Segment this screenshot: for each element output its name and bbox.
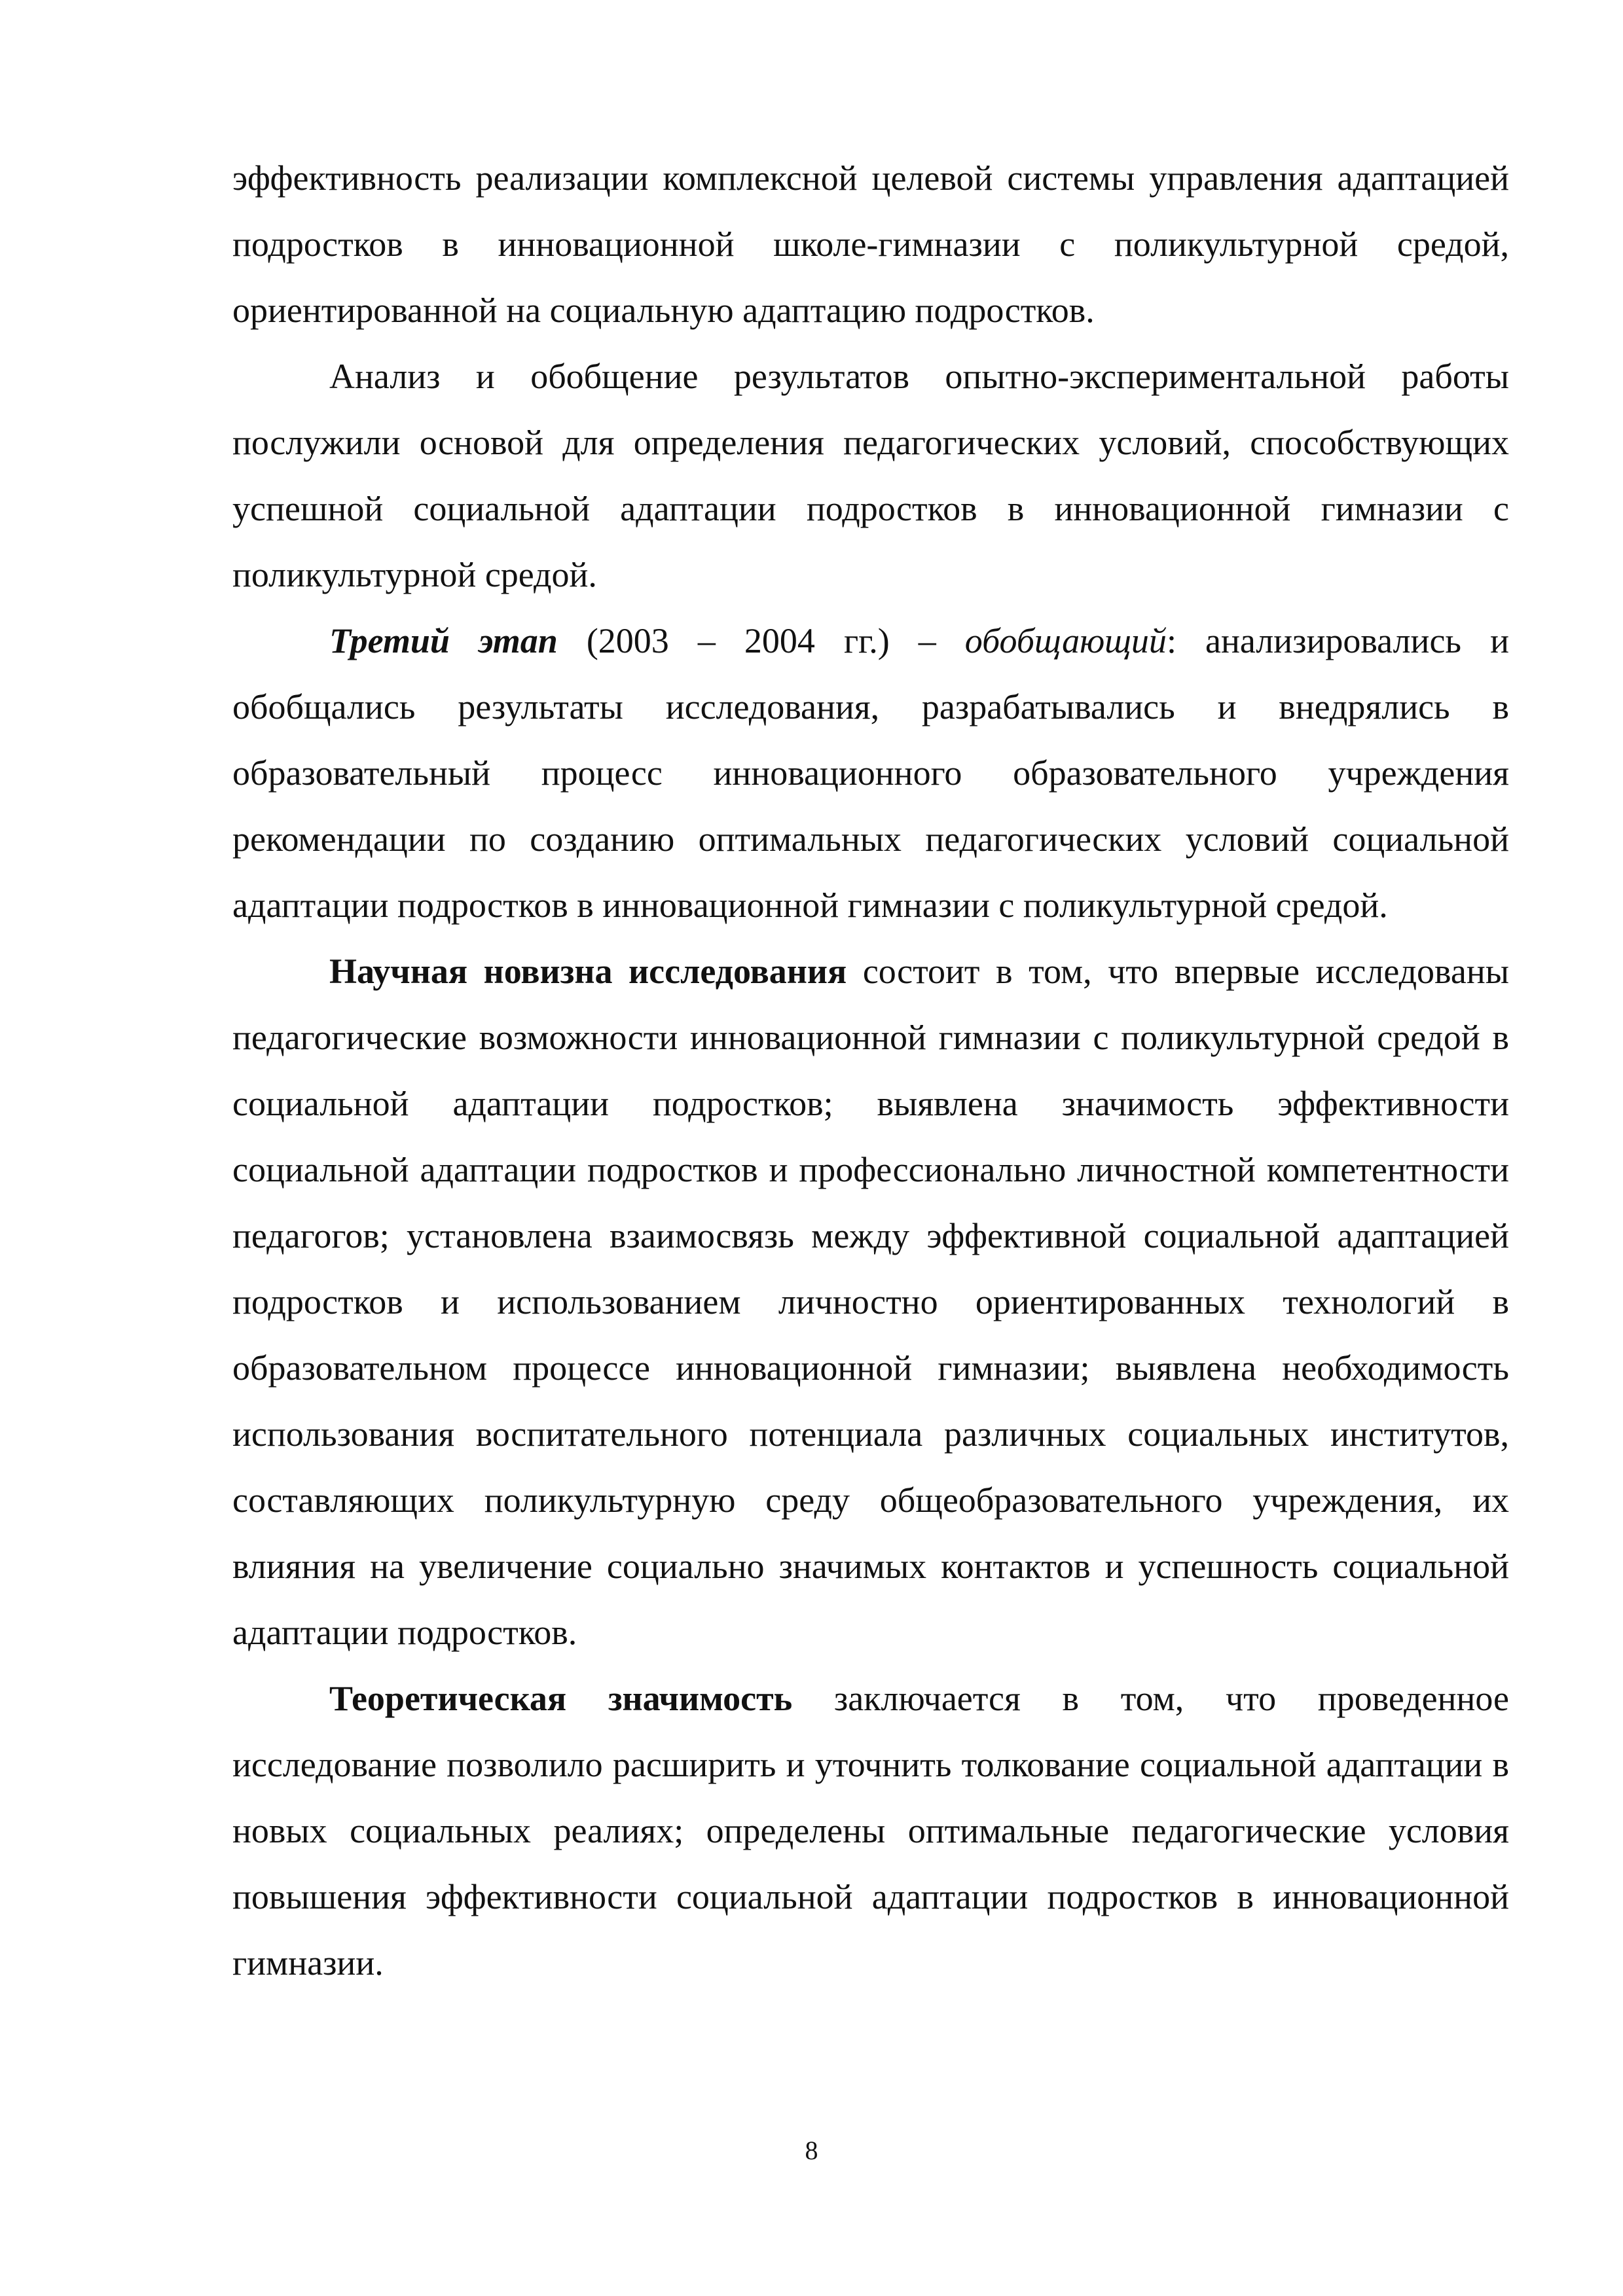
paragraph-continuation: эффективность реализации комплексной целевой системы управления адаптацией подростков в инновационной школе-гимназии с поликультурной средой, ориентированной на социальную адаптацию подростков. <box>232 158 1509 330</box>
theoretical-significance-heading: Теоретическая значимость <box>329 1679 793 1718</box>
scientific-novelty-heading: Научная новизна исследования <box>329 952 847 991</box>
third-stage-heading: Третий этап <box>329 621 558 660</box>
third-stage-dates: (2003 – 2004 гг.) – <box>557 621 965 660</box>
document-body <box>232 145 1509 1996</box>
paragraph-analysis: Анализ и обобщение результатов опытно-экспериментальной работы послужили основой для определения педагогических условий, способствующих успешной социальной адаптации подростков в инновационной гимназии с поликультурной средой. <box>232 357 1509 594</box>
scientific-novelty-text: состоит в том, что впервые исследованы педагогические возможности инновационной гимназии с поликультурной средой в социальной адаптации подростков; выявлена значимость эффективности социальной адаптации подростков и профессионально личностной компетентности педагогов; установлена взаимосвязь между эффективной социальной адаптацией подростков и использованием личностно ориентированных технологий в образовательном процессе инновационной гимназии; выявлена необходимость использования воспитательного потенциала различных социальных институтов, составляющих поликультурную среду общеобразовательного учреждения, их влияния на увеличение социально значимых контактов и успешность социальной адаптации подростков. <box>232 952 1509 1652</box>
theoretical-significance-text: заключается в том, что проведенное исследование позволило расширить и уточнить толкование социальной адаптации в новых социальных реалиях; определены оптимальные педагогические условия повышения эффективности социальной адаптации подростков в инновационной гимназии. <box>232 1679 1509 1982</box>
third-stage-text: : анализировались и обобщались результаты исследования, разрабатывались и внедрялись в образовательный процесс инновационного образовательного учреждения рекомендации по созданию оптимальных педагогических условий социальной адаптации подростков в инновационной гимназии с поликультурной средой. <box>232 621 1510 925</box>
third-stage-term: обобщающий <box>964 621 1167 660</box>
paragraph-theoretical-significance <box>232 1666 1509 1996</box>
page-number: 8 <box>805 2136 818 2165</box>
paragraph-third-stage <box>232 608 1509 939</box>
paragraph-scientific-novelty <box>232 939 1509 1666</box>
